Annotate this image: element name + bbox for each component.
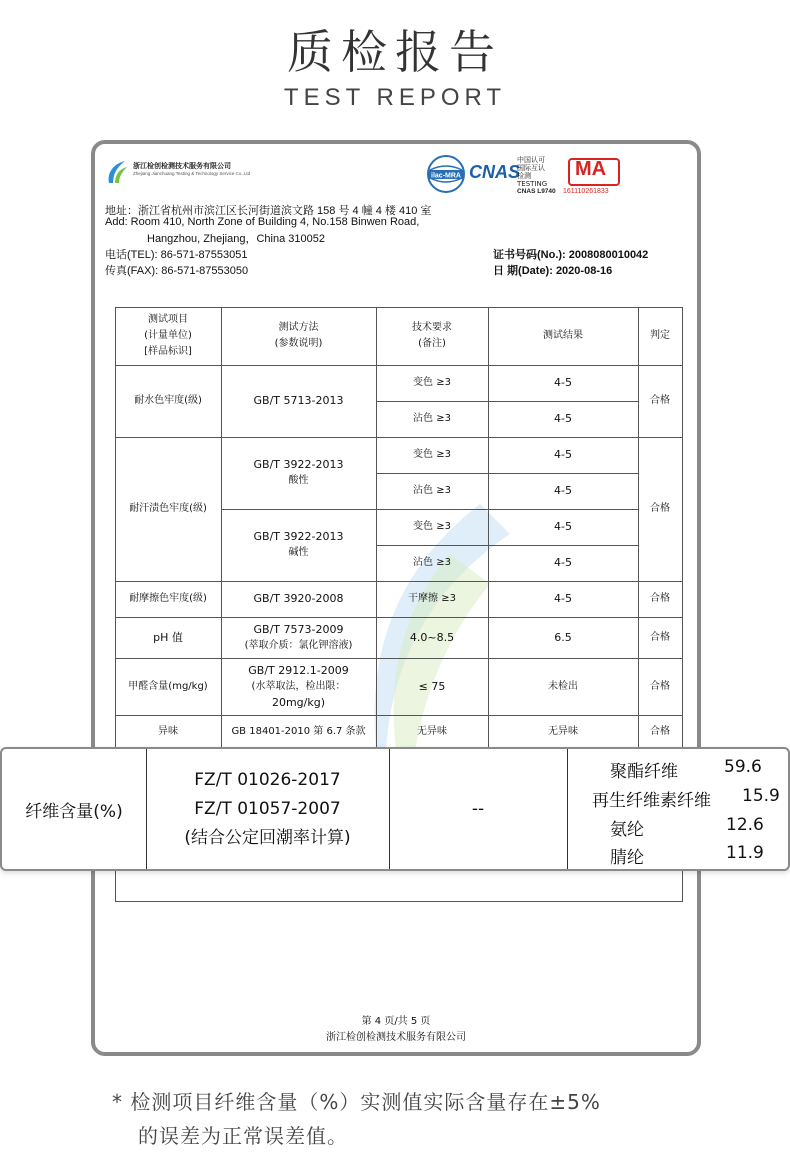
fiber-value: 15.9 [742,786,780,806]
sweat-method-acid [221,437,376,509]
header-req-line: (备注) [418,338,446,349]
sweat-acid-label: 酸性 [288,475,309,486]
water-res1: 4-5 [554,376,572,389]
fiber-name: 聚酯纤维 [610,762,678,782]
sweat-res2: 4-5 [554,484,572,497]
formaldehyde-method [221,658,376,715]
sweat-method-alkaline [221,509,376,581]
address-en-line2: Hangzhou, Zhejiang，China 310052 [147,233,325,245]
formaldehyde-judge: 合格 [650,680,670,692]
header-item-line: [样品标识] [144,346,192,357]
ph-res: 6.5 [554,630,572,644]
odor-method: GB 18401-2010 第 6.7 条款 [231,726,366,737]
company-leaf-icon [105,159,129,185]
sweat-alk-standard: GB/T 3922-2013 [253,530,344,543]
header-req-line: 技术要求 [412,322,452,333]
rub-req: 干摩擦 ≥3 [408,593,456,604]
sweat-req2: 沾色 ≥3 [413,485,451,496]
ph-standard: GB/T 7573-2009 [253,622,344,636]
sweat-req1: 变色 ≥3 [413,449,451,460]
odor-judge: 合格 [650,726,670,737]
note-line-2: 的误差为正常误差值。 [138,1124,348,1148]
cnas-mark: CNAS [469,162,521,182]
page-subtitle: TEST REPORT [283,84,507,111]
ilac-mra-icon [425,154,467,194]
tel: 电话(TEL): 86-571-87553051 [105,249,248,261]
formaldehyde-note2: 20mg/kg) [271,695,326,709]
ph-item: pH 值 [153,630,183,644]
formaldehyde-res: 未检出 [548,680,578,692]
ma-number: 161110261833 [563,188,609,195]
water-item: 耐水色牢度(级) [134,395,202,406]
header-judge: 判定 [650,330,670,341]
formaldehyde-req: ≤ 75 [418,679,446,693]
page-title: 质检报告 [287,25,503,79]
cnas-line: TESTING [517,180,548,188]
header-item [115,307,221,365]
header-item-line: 测试项目 [148,314,188,325]
fiber-name: 再生纤维素纤维 [592,791,711,811]
formaldehyde-standard: GB/T 2912.1-2009 [248,663,349,677]
header-method-line: (参数说明) [274,338,323,349]
fiber-requirement: -- [471,799,485,819]
sweat-res4: 4-5 [554,556,572,569]
sweat-alk-label: 碱性 [288,547,309,558]
fiber-method-line: FZ/T 01057-2007 [194,798,341,819]
note-line-1: * 检测项目纤维含量（%）实测值实际含量存在±5% [112,1090,601,1114]
formaldehyde-item: 甲醛含量(mg/kg) [128,680,208,692]
water-req2: 沾色 ≥3 [413,413,451,424]
company-logo-en: Zhejiang Jianchuang Testing & Technology Service Co.,Ltd [133,171,251,176]
page-number: 第 4 页/共 5 页 [361,1016,431,1027]
sweat-req4: 沾色 ≥3 [413,557,451,568]
odor-item: 异味 [158,726,178,737]
address-cn: 地址：浙江省杭州市滨江区长河街道滨文路 158 号 4 幢 4 楼 410 室 [105,205,432,217]
fiber-method [146,749,389,869]
sweat-res3: 4-5 [554,520,572,533]
ma-mark: MA [575,158,607,180]
header-item-line: (计量单位) [144,330,192,341]
sweat-res1: 4-5 [554,448,572,461]
fiber-value: 11.9 [726,843,764,863]
fiber-item: 纤维含量(%) [25,801,123,822]
formaldehyde-note1: (水萃取法，检出限： [251,680,346,692]
fax: 传真(FAX): 86-571-87553050 [105,265,249,277]
water-req1: 变色 ≥3 [413,377,451,388]
sweat-judge: 合格 [650,503,670,514]
ph-method-note: (萃取介质：氯化钾溶液) [244,639,353,651]
ilac-mark-text: ilac-MRA [431,172,461,180]
sweat-acid-standard: GB/T 3922-2013 [253,458,344,471]
company-logo-name: 浙江检创检测技术服务有限公司 [133,162,231,170]
fiber-method-line: FZ/T 01026-2017 [194,769,341,790]
certificate-number: 证书号码(No.): 2008080010042 [493,249,649,261]
header-result: 测试结果 [543,330,583,341]
table-border-bottom [115,901,683,902]
ph-method [221,617,376,658]
cnas-cn-text [517,156,547,188]
report-date: 日 期(Date): 2020-08-16 [493,265,613,277]
rub-res: 4-5 [554,592,572,605]
odor-req: 无异味 [417,726,447,737]
cnas-line: 国际互认 [517,164,545,172]
fiber-name: 氨纶 [610,820,644,840]
certification-marks [425,152,685,196]
footer-company: 浙江检创检测技术服务有限公司 [326,1032,466,1043]
ph-judge: 合格 [650,631,670,643]
test-report-document [91,140,701,1056]
water-method: GB/T 5713-2013 [253,394,344,407]
cnas-line: 中国认可 [517,156,545,164]
water-res2: 4-5 [554,412,572,425]
water-judge: 合格 [650,395,670,406]
fiber-method-line: (结合公定回潮率计算) [184,827,351,848]
panel-col-line [567,749,568,869]
sweat-req3: 变色 ≥3 [413,521,451,532]
header-method [221,307,376,365]
odor-res: 无异味 [548,726,578,737]
rub-item: 耐摩擦色牢度(级) [129,593,207,604]
header-method-line: 测试方法 [278,322,319,333]
fiber-value: 59.6 [724,757,762,777]
address-en-line1: Add: Room 410, North Zone of Building 4, No.158 Binwen Road, [105,216,420,228]
header-requirement [376,307,488,365]
fiber-name: 腈纶 [610,848,644,868]
fiber-value: 12.6 [726,815,764,835]
rub-judge: 合格 [650,593,670,604]
cnas-number: CNAS L9740 [517,188,556,195]
ph-req: 4.0~8.5 [409,630,455,644]
cnas-line: 检测 [517,172,531,180]
fiber-content-panel [0,747,790,871]
rub-method: GB/T 3920-2008 [253,592,344,605]
sweat-item: 耐汗渍色牢度(级) [129,503,207,514]
